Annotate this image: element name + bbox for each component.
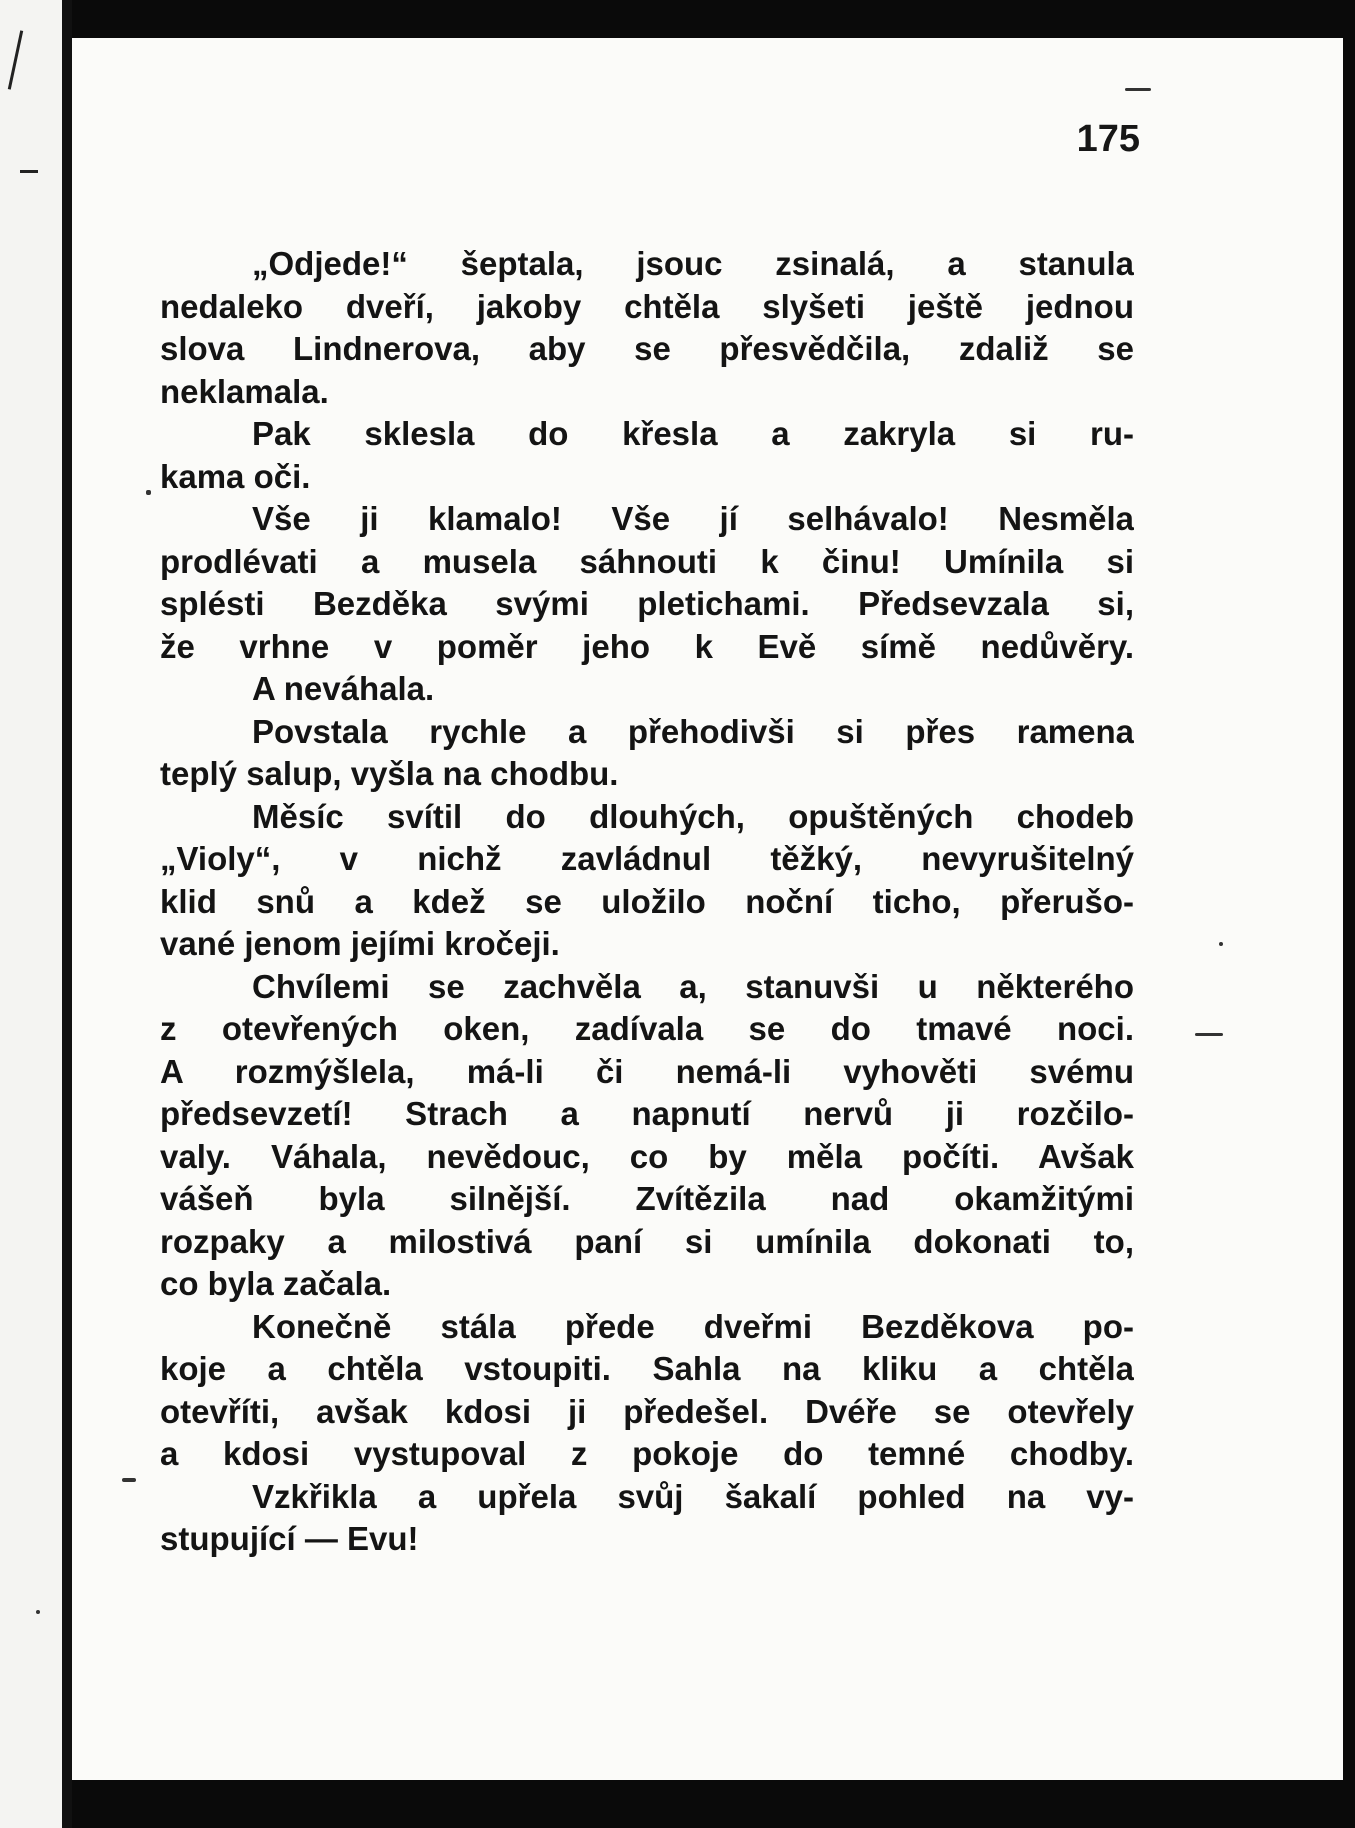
text-line: kama oči.	[160, 457, 311, 495]
text-line: klid snů a kdež se uložilo noční ticho, přerušo-	[160, 882, 1134, 920]
text-line: valy. Váhala, nevědouc, co by měla počíti. Avšak	[160, 1137, 1134, 1175]
text-line: „Odjede!“ šeptala, jsouc zsinalá, a stanula	[252, 245, 1134, 282]
margin-dash	[1195, 1033, 1223, 1036]
text-line: Měsíc svítil do dlouhých, opuštěných chodeb	[252, 797, 1134, 835]
text-line: otevříti, avšak kdosi ji předešel. Dvéře se otevřely	[160, 1392, 1134, 1430]
text-line: neklamala.	[160, 372, 329, 410]
text-line: Povstala rychle a přehodivši si přes ramena	[252, 712, 1134, 750]
text-line: slova Lindnerova, aby se přesvědčila, zdaliž se	[160, 330, 1134, 367]
margin-dot	[36, 1610, 40, 1614]
margin-mark	[20, 170, 38, 173]
text-line: předsevzetí! Strach a napnutí nervů ji rozčilo-	[160, 1095, 1134, 1132]
text-line: koje a chtěla vstoupiti. Sahla na kliku a chtěla	[160, 1350, 1134, 1387]
text-line: co byla začala.	[160, 1265, 392, 1302]
previous-page-edge	[0, 0, 62, 1828]
binding-shadow	[62, 0, 72, 1828]
text-line: splésti Bezděka svými pletichami. Předsevzala si,	[160, 585, 1134, 622]
margin-dot	[146, 490, 151, 495]
margin-dash	[1125, 88, 1151, 91]
text-line: Vzkřikla a upřela svůj šakalí pohled na vy-	[252, 1477, 1134, 1515]
text-line: Vše ji klamalo! Vše jí selhávalo! Nesměla	[252, 500, 1134, 537]
text-line: a kdosi vystupoval z pokoje do temné chodby.	[160, 1435, 1134, 1472]
text-line: nedaleko dveří, jakoby chtěla slyšeti ještě jednou	[160, 287, 1134, 325]
text-line: A rozmýšlela, má-li či nemá-li vyhověti svému	[160, 1052, 1134, 1090]
text-line: že vrhne v poměr jeho k Evě símě nedůvěry.	[160, 627, 1134, 665]
margin-dot	[1219, 942, 1223, 946]
text-line: z otevřených oken, zadívala se do tmavé noci.	[160, 1010, 1134, 1047]
text-line: Pak sklesla do křesla a zakryla si ru-	[252, 415, 1134, 452]
text-line: prodlévati a musela sáhnouti k činu! Umínila si	[160, 542, 1134, 580]
page-number: 175	[1076, 118, 1140, 160]
text-line: Konečně stála přede dveřmi Bezděkova po-	[252, 1307, 1134, 1345]
text-line: vané jenom jejími kročeji.	[160, 925, 560, 962]
text-line: stupující — Evu!	[160, 1520, 419, 1557]
margin-mark	[8, 30, 23, 89]
text-line: rozpaky a milostivá paní si umínila dokonati to,	[160, 1222, 1134, 1260]
text-line: teplý salup, vyšla na chodbu.	[160, 755, 619, 792]
body-text	[160, 243, 1134, 1561]
text-line: Chvílemi se zachvěla a, stanuvši u některého	[252, 967, 1134, 1005]
text-line: vášeň byla silnější. Zvítězila nad okamžitými	[160, 1180, 1134, 1217]
margin-dash	[122, 1478, 136, 1482]
text-line: A neváhala.	[252, 670, 435, 707]
text-line: „Violy“, v nichž zavládnul těžký, nevyrušitelný	[160, 840, 1134, 877]
